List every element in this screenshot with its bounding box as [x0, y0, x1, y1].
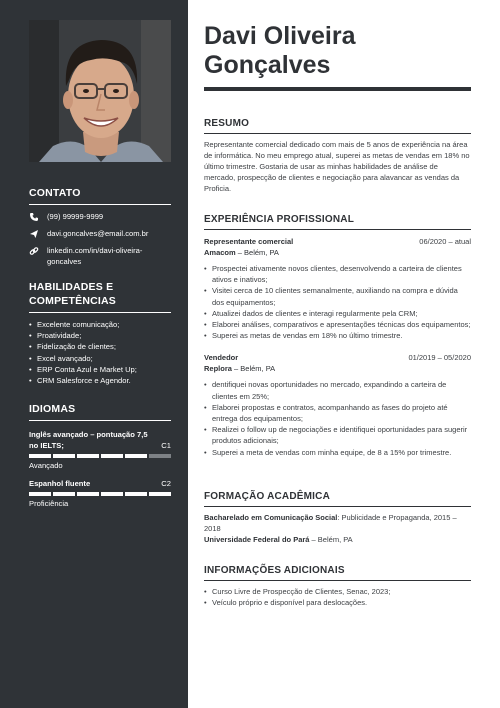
language-description: Proficiência	[29, 499, 69, 508]
education-section	[204, 491, 471, 545]
job-bullet: • Elaborei propostas e contratos, acompanhando as fases do projeto até entrega dos equipamentos;	[204, 402, 471, 424]
education-location: – Belém, PA	[309, 535, 353, 544]
proficiency-segment	[125, 492, 147, 496]
experience-divider	[204, 229, 471, 230]
proficiency-segment	[149, 454, 171, 458]
link-icon	[29, 245, 41, 256]
contact-linkedin-row	[29, 245, 171, 267]
education-degree-line	[204, 512, 471, 534]
language-level: C2	[161, 479, 171, 488]
summary-title: RESUMO	[204, 118, 250, 129]
job-bullet: • Superei a meta de vendas com minha equipe, de 8 a 15% por trimestre.	[204, 447, 471, 458]
skill-item: • CRM Salesforce e Agendor.	[29, 375, 171, 386]
languages-section	[29, 402, 171, 508]
language-name: Espanhol fluente	[29, 479, 91, 488]
skills-section	[29, 280, 171, 386]
job-dates: 06/2020 – atual	[419, 237, 471, 246]
job-bullet: • Atualizei dados de clientes e interagi regularmente pela CRM;	[204, 308, 471, 319]
job-location: – Belém, PA	[235, 248, 279, 257]
candidate-name	[204, 22, 471, 80]
language-level: C1	[161, 441, 171, 450]
language-name: Inglês avançado – pontuação 7,5 no IELTS;	[29, 430, 148, 450]
summary-text: Representante comercial dedicado com mais de 5 anos de experiência na área de informática. No meu emprego atual, superei as metas de vendas em 18% no último trimestre. Gostaria de usar as minhas habilidades de análise de mercado, prospecção de clientes e negociação para alavancar as vendas da Proficia.	[204, 140, 470, 193]
proficiency-segment	[29, 492, 51, 496]
skills-divider	[29, 312, 171, 313]
job-role: Vendedor	[204, 353, 239, 363]
skill-item: • Fidelização de clientes;	[29, 341, 171, 352]
education-divider	[204, 506, 471, 507]
language-item	[29, 429, 171, 470]
skill-item: • Excelente comunicação;	[29, 319, 171, 330]
job-bullet: • Realizei o follow up de negociações e identifiquei oportunidades para sugerir produtos adicionais;	[204, 424, 471, 446]
skill-item: • ERP Conta Azul e Market Up;	[29, 364, 171, 375]
sidebar	[0, 0, 188, 708]
additional-item: • Curso Livre de Prospecção de Clientes, Senac, 2023;	[204, 586, 471, 597]
proficiency-segment	[149, 492, 171, 496]
skills-title: HABILIDADES E COMPETÊNCIAS	[29, 281, 116, 307]
job-company-line	[204, 247, 471, 258]
job-role: Representante comercial	[204, 237, 294, 246]
experience-title: EXPERIÊNCIA PROFISSIONAL	[204, 214, 355, 225]
contact-email[interactable]: davi.goncalves@email.com.br	[47, 229, 149, 238]
job-entry	[204, 237, 471, 341]
candidate-name-line2: Gonçalves	[204, 51, 331, 79]
education-school-line	[204, 534, 471, 545]
job-bullet: • Prospectei ativamente novos clientes, desenvolvendo a carteira de clientes ativos e inativos;	[204, 263, 471, 285]
education-degree: Bacharelado em Comunicação Social	[204, 513, 338, 522]
additional-section	[204, 565, 471, 608]
send-icon	[29, 228, 41, 239]
languages-divider	[29, 420, 171, 421]
proficiency-segment	[77, 454, 99, 458]
contact-divider	[29, 204, 171, 205]
additional-title: INFORMAÇÕES ADICIONAIS	[204, 565, 345, 576]
job-bullet: • Elaborei análises, comparativos e apresentações técnicas dos equipamentos;	[204, 319, 471, 330]
languages-title: IDIOMAS	[29, 403, 76, 415]
contact-phone[interactable]: (99) 99999-9999	[47, 212, 104, 221]
summary-section	[204, 118, 471, 194]
job-bullets	[204, 263, 471, 341]
skill-item: • Excel avançado;	[29, 353, 171, 364]
job-dates: 01/2019 – 05/2020	[408, 353, 471, 363]
summary-divider	[204, 133, 471, 134]
contact-linkedin[interactable]: linkedin.com/in/davi-oliveira-goncalves	[47, 246, 143, 266]
proficiency-segment	[125, 454, 147, 458]
education-title: FORMAÇÃO ACADÊMICA	[204, 491, 330, 502]
language-item	[29, 478, 171, 508]
job-entry	[204, 353, 471, 457]
job-company-line	[204, 363, 471, 374]
contact-email-row	[29, 228, 171, 239]
job-bullets	[204, 379, 471, 457]
proficiency-segment	[53, 454, 75, 458]
candidate-name-line1: Davi Oliveira	[204, 22, 356, 50]
additional-item: • Veículo próprio e disponível para deslocações.	[204, 597, 471, 608]
job-location: – Belém, PA	[231, 364, 276, 374]
language-proficiency-bar	[29, 492, 171, 496]
language-proficiency-bar	[29, 454, 171, 458]
proficiency-segment	[101, 454, 123, 458]
skills-list	[29, 319, 171, 386]
additional-divider	[204, 580, 471, 581]
job-bullet: • Visitei cerca de 10 clientes semanalmente, auxiliando na compra e dúvida dos equipamentos;	[204, 285, 471, 307]
job-company: Amacom	[204, 248, 236, 257]
contact-section	[29, 186, 171, 267]
proficiency-segment	[77, 492, 99, 496]
job-bullet: • dentifiquei novas oportunidades no mercado, expandindo a carteira de clientes em 25%;	[204, 379, 471, 401]
experience-section	[204, 214, 471, 458]
profile-photo-illustration	[29, 20, 171, 162]
phone-icon	[29, 211, 41, 222]
proficiency-segment	[101, 492, 123, 496]
additional-list	[204, 586, 471, 608]
proficiency-segment	[29, 454, 51, 458]
job-company: Replora	[204, 364, 232, 374]
language-description: Avançado	[29, 461, 63, 470]
name-divider	[204, 87, 471, 91]
contact-title: CONTATO	[29, 187, 81, 199]
contact-phone-row	[29, 211, 171, 222]
education-school: Universidade Federal do Pará	[204, 535, 310, 544]
profile-photo	[29, 20, 171, 162]
education-course: : Publicidade e Propaganda, 2015 – 2018	[204, 513, 457, 533]
skill-item: • Proatividade;	[29, 330, 171, 341]
proficiency-segment	[53, 492, 75, 496]
job-bullet: • Superei as metas de vendas em 18% no último trimestre.	[204, 330, 471, 341]
